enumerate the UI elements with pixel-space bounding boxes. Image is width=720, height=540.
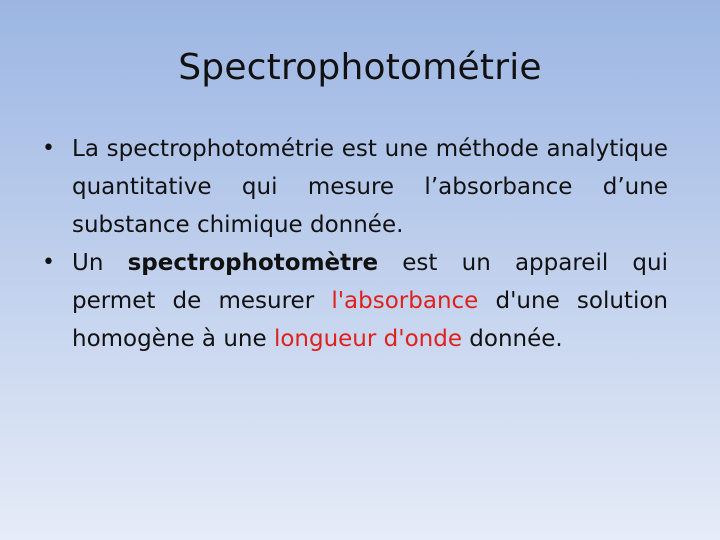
highlight-longueur-onde: longueur d'onde <box>273 326 462 352</box>
highlight-absorbance: l'absorbance <box>331 288 479 314</box>
bullet-item-1 <box>42 130 668 244</box>
bullet-marker: • <box>42 250 55 275</box>
bullet-text-part: donnée. <box>461 326 563 352</box>
bullet-text-part: Un <box>72 250 128 276</box>
bullet-list <box>42 130 668 358</box>
bullet-item-2 <box>42 244 668 358</box>
bold-term-spectrophotometre: spectrophotomètre <box>127 250 379 276</box>
bullet-marker: • <box>42 136 55 161</box>
bullet-text-part: d'une solution homogène à une <box>72 288 668 352</box>
bullet-text: La spectrophotométrie est une méthode analytique quantitative qui mesure l’absorbance d’une substance chimique donnée. <box>72 136 668 238</box>
slide-title: Spectrophotométrie <box>178 47 542 88</box>
bullet-text-part: est un appareil qui permet de mesurer <box>72 250 668 314</box>
